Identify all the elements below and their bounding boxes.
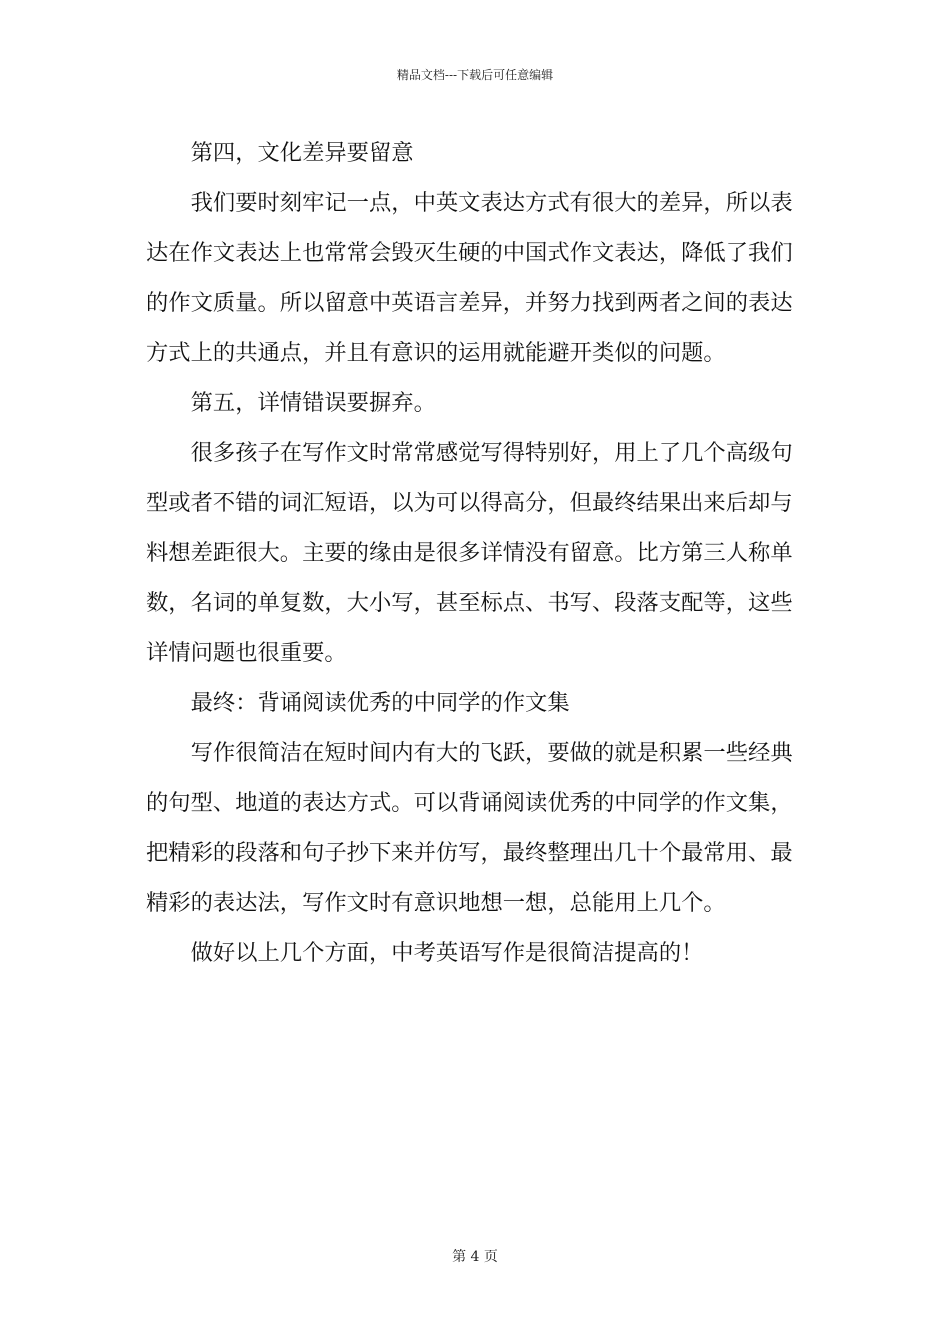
page-header: 精品文档---下载后可任意编辑 <box>396 68 554 82</box>
section-paragraph-final: 写作很简洁在短时间内有大的飞跃，要做的就是积累一些经典的句型、地道的表达方式。可以背诵阅读优秀的中同学的作文集，把精彩的段落和句子抄下来并仿写，最终整理出几十个最常用、最精彩的表达法，写作文时有意识地想一想，总能用上几个。 <box>146 740 793 916</box>
section-heading-5: 第五，详情错误要摒弃。 <box>190 390 436 416</box>
closing-sentence: 做好以上几个方面，中考英语写作是很简洁提高的！ <box>190 940 704 966</box>
section-paragraph-4: 我们要时刻牢记一点，中英文表达方式有很大的差异，所以表达在作文表达上也常常会毁灭生硬的中国式作文表达，降低了我们的作文质量。所以留意中英语言差异，并努力找到两者之间的表达方式上的共通点，并且有意识的运用就能避开类似的问题。 <box>146 190 793 366</box>
section-heading-4: 第四，文化差异要留意 <box>190 140 414 166</box>
document-body <box>146 128 808 978</box>
page-number: 第 4 页 <box>452 1249 498 1265</box>
section-heading-final: 最终：背诵阅读优秀的中同学的作文集 <box>190 690 570 716</box>
section-paragraph-5: 很多孩子在写作文时常常感觉写得特别好，用上了几个高级句型或者不错的词汇短语，以为可以得高分，但最终结果出来后却与料想差距很大。主要的缘由是很多详情没有留意。比方第三人称单数，名词的单复数，大小写，甚至标点、书写、段落支配等，这些详情问题也很重要。 <box>146 440 793 666</box>
